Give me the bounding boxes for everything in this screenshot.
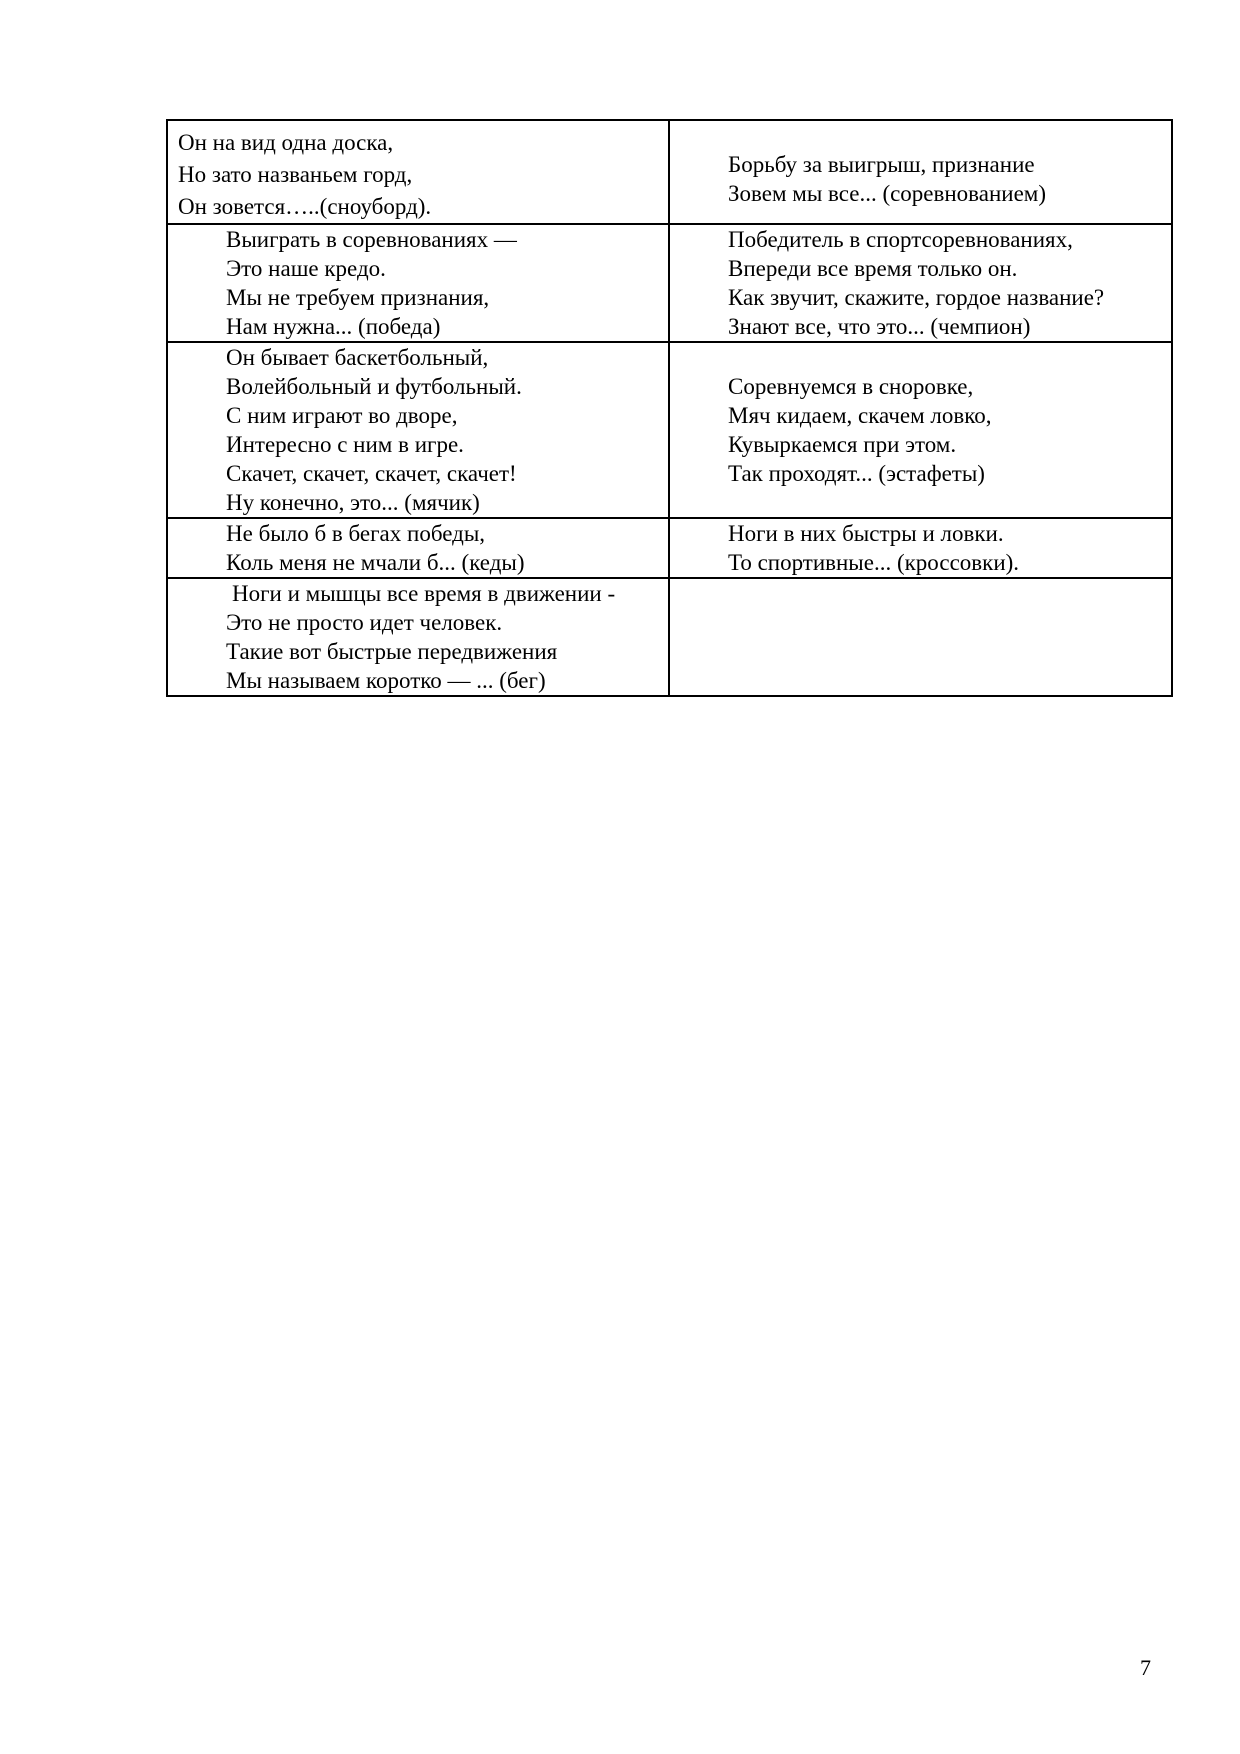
verse-line: Это наше кредо. [226, 256, 386, 281]
table-row [167, 518, 1172, 578]
verse-line: Кувыркаемся при этом. [728, 432, 957, 457]
riddles-table [166, 119, 1173, 697]
verse-line: Победитель в спортсоревнованиях, [728, 227, 1073, 252]
riddle-cell [669, 224, 1172, 342]
empty-cell [669, 578, 1172, 696]
verse-line: Как звучит, скажите, гордое название? [728, 285, 1105, 310]
verse-line: Волейбольный и футбольный. [226, 374, 522, 399]
page-number: 7 [1140, 1655, 1151, 1680]
verse-line: Так проходят... (эстафеты) [728, 461, 985, 486]
verse-line: Борьбу за выигрыш, признание [728, 152, 1035, 177]
verse-line: Нам нужна... (победа) [226, 314, 441, 339]
verse-line: Мы называем коротко — ... (бег) [226, 668, 546, 693]
verse-line: Зовем мы все... (соревнованием) [728, 181, 1046, 206]
verse-line: Впереди все время только он. [728, 256, 1018, 281]
verse-line: Соревнуемся в сноровке, [728, 374, 974, 399]
riddle-cell [669, 120, 1172, 224]
table-row [167, 120, 1172, 224]
verse-line: Это не просто идет человек. [226, 610, 503, 635]
verse-line: Но зато названьем горд, [178, 162, 413, 187]
verse-line: Не было б в бегах победы, [226, 521, 486, 546]
verse-line: Ноги и мышцы все время в движении - [232, 581, 616, 606]
riddle-cell [167, 578, 669, 696]
riddle-cell [167, 120, 669, 224]
riddle-cell [167, 224, 669, 342]
verse-line: То спортивные... (кроссовки). [728, 550, 1020, 575]
verse-line: Он зовется…..(сноуборд). [178, 194, 432, 219]
riddle-cell [669, 342, 1172, 518]
verse-line: Он бывает баскетбольный, [226, 345, 489, 370]
verse-line: Ноги в них быстры и ловки. [728, 521, 1004, 546]
riddle-cell [669, 518, 1172, 578]
table-row [167, 342, 1172, 518]
verse-line: Интересно с ним в игре. [226, 432, 464, 457]
riddle-cell [167, 342, 669, 518]
verse-line: С ним играют во дворе, [226, 403, 458, 428]
verse-line: Скачет, скачет, скачет, скачет! [226, 461, 517, 486]
verse-line: Коль меня не мчали б... (кеды) [226, 550, 525, 575]
verse-line: Мы не требуем признания, [226, 285, 490, 310]
verse-line: Знают все, что это... (чемпион) [728, 314, 1031, 339]
verse-line: Он на вид одна доска, [178, 130, 394, 155]
table-row [167, 578, 1172, 696]
verse-line: Такие вот быстрые передвижения [226, 639, 558, 664]
verse-line: Мяч кидаем, скачем ловко, [728, 403, 992, 428]
riddle-cell [167, 518, 669, 578]
verse-line: Выиграть в соревнованиях — [226, 227, 517, 252]
table-row [167, 224, 1172, 342]
verse-line: Ну конечно, это... (мячик) [226, 490, 480, 515]
